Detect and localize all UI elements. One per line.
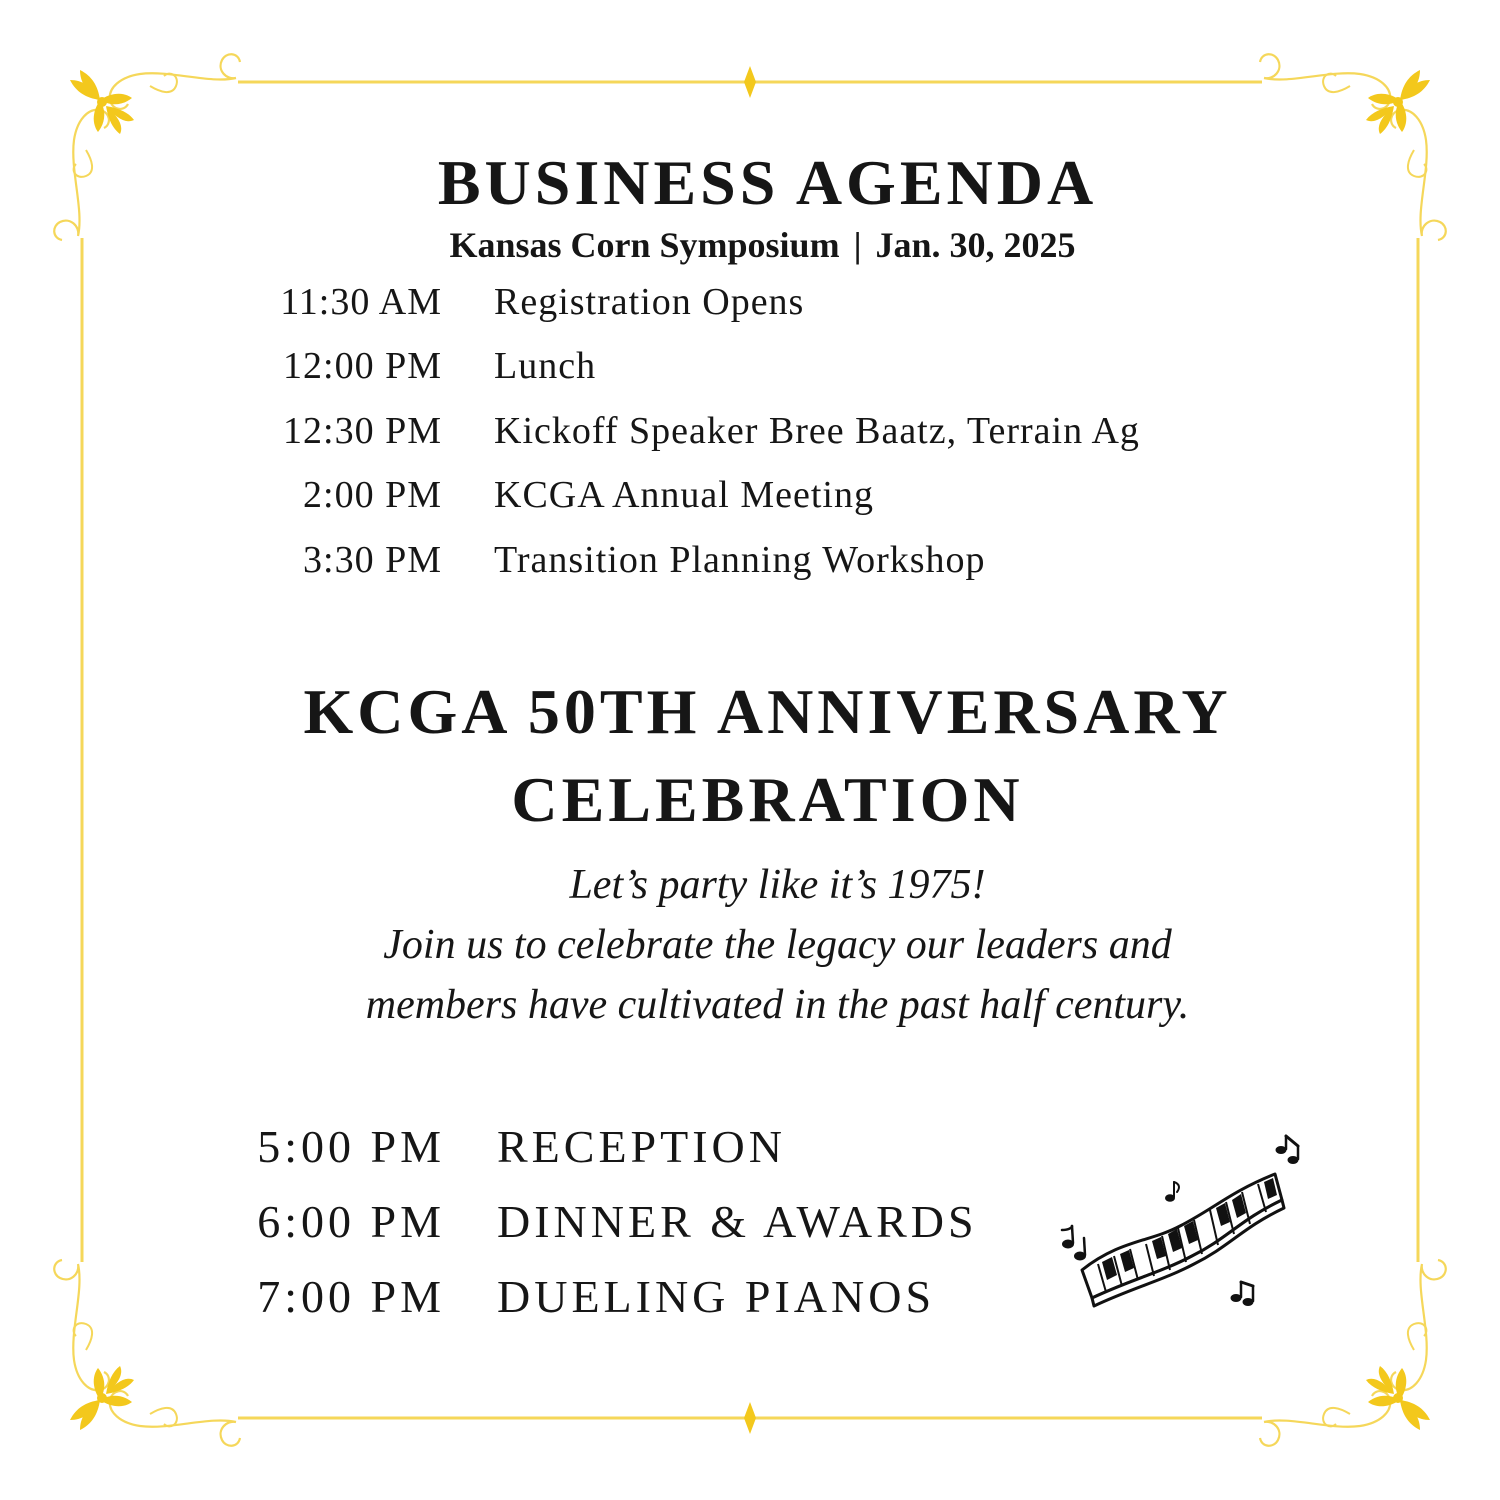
agenda-event: Lunch	[494, 345, 597, 387]
evening-time: 5:00 PM	[257, 1121, 445, 1172]
evening-event: RECEPTION	[497, 1121, 786, 1172]
evening-event: DINNER & AWARDS	[497, 1196, 978, 1247]
business-agenda-subtitle	[0, 224, 1500, 266]
evening-event: DUELING PIANOS	[497, 1271, 936, 1322]
anniversary-title-line-1: KCGA 50TH ANNIVERSARY	[303, 676, 1232, 747]
evening-time: 7:00 PM	[257, 1271, 445, 1322]
anniversary-title-line-2: CELEBRATION	[511, 764, 1024, 835]
subtitle-separator: |	[853, 225, 862, 265]
business-agenda-title: BUSINESS AGENDA	[437, 147, 1098, 218]
agenda-time: 3:30 PM	[303, 539, 442, 581]
agenda-time: 11:30 AM	[280, 281, 442, 323]
evening-time: 6:00 PM	[257, 1196, 445, 1247]
agenda-item	[0, 344, 1500, 394]
tagline-line-2: Join us to celebrate the legacy our leaders and	[383, 922, 1172, 968]
agenda-item	[0, 409, 1500, 459]
event-name: Kansas Corn Symposium	[449, 225, 840, 265]
agenda-item	[0, 280, 1500, 330]
agenda-time: 2:00 PM	[303, 474, 442, 516]
anniversary-title	[0, 668, 1500, 844]
agenda-item	[0, 538, 1500, 588]
agenda-event: Transition Planning Workshop	[494, 539, 986, 581]
tagline-line-3: members have cultivated in the past half century.	[365, 982, 1190, 1028]
agenda-event: KCGA Annual Meeting	[494, 474, 874, 516]
celebration-tagline	[0, 855, 1500, 1035]
event-date: Jan. 30, 2025	[875, 225, 1076, 265]
piano-keyboard-icon	[1050, 1130, 1320, 1330]
agenda-event: Kickoff Speaker Bree Baatz, Terrain Ag	[494, 410, 1140, 452]
tagline-line-1: Let’s party like it’s 1975!	[569, 862, 986, 908]
agenda-item	[0, 473, 1500, 523]
agenda-time: 12:30 PM	[283, 410, 442, 452]
agenda-event: Registration Opens	[494, 281, 805, 323]
agenda-time: 12:00 PM	[283, 345, 442, 387]
